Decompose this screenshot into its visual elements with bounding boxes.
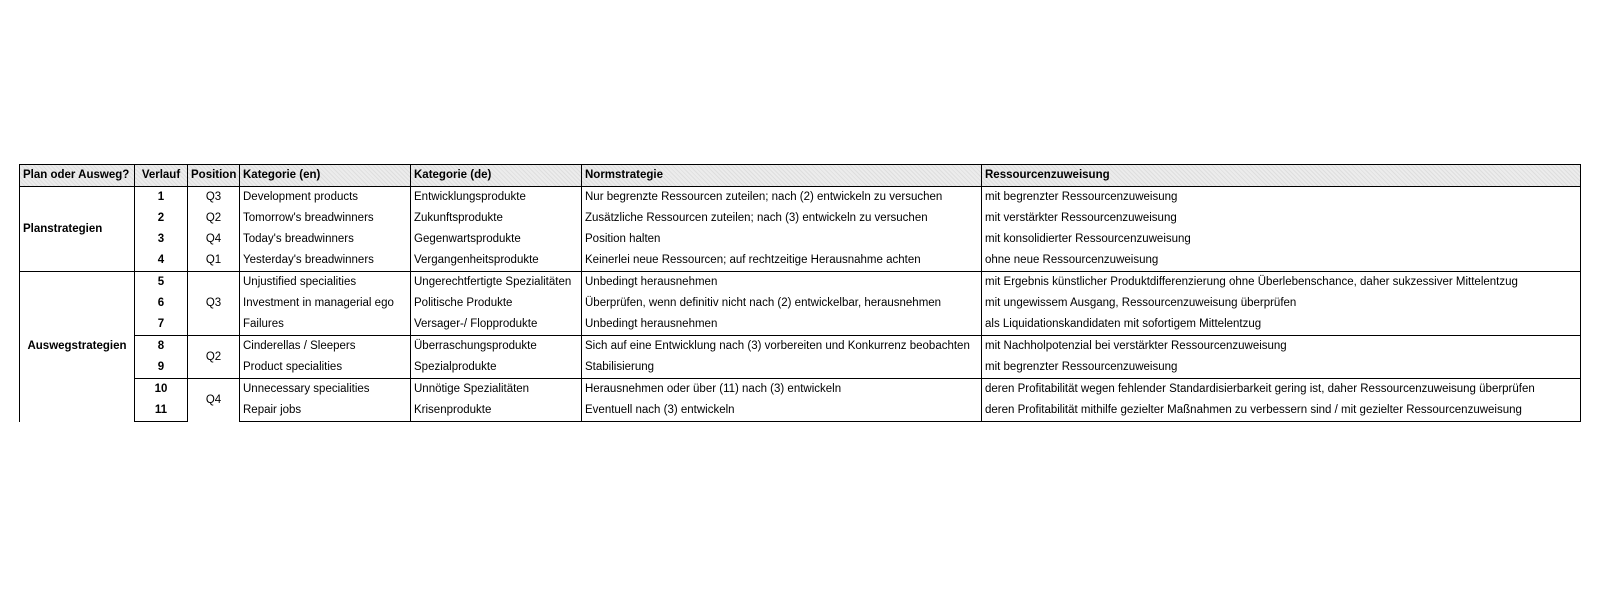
table-row	[20, 229, 1581, 250]
ressourcen-cell: deren Profitabilität wegen fehlender Standardisierbarkeit gering ist, daher Ressourcenzuweisung überprüfen	[982, 379, 1581, 401]
verlauf-cell: 3	[135, 229, 188, 250]
normstrategie-cell: Unbedingt herausnehmen	[582, 272, 982, 294]
table-row	[20, 336, 1581, 358]
strategy-table	[19, 164, 1581, 422]
header-verlauf: Verlauf	[135, 165, 188, 187]
table-row	[20, 208, 1581, 229]
kategorie-de-cell: Spezialprodukte	[411, 357, 582, 379]
kategorie-en-cell: Unjustified specialities	[240, 272, 411, 294]
kategorie-de-cell: Unnötige Spezialitäten	[411, 379, 582, 401]
table-row	[20, 314, 1581, 336]
position-cell: Q1	[188, 250, 240, 272]
group-planstrategien: Planstrategien	[20, 187, 135, 272]
header-row	[20, 165, 1581, 187]
table-row	[20, 379, 1581, 401]
ressourcen-cell: als Liquidationskandidaten mit sofortigem Mittelentzug	[982, 314, 1581, 336]
kategorie-de-cell: Zukunftsprodukte	[411, 208, 582, 229]
verlauf-cell: 6	[135, 293, 188, 314]
normstrategie-cell: Herausnehmen oder über (11) nach (3) entwickeln	[582, 379, 982, 401]
kategorie-en-cell: Repair jobs	[240, 400, 411, 422]
kategorie-en-cell: Failures	[240, 314, 411, 336]
normstrategie-cell: Eventuell nach (3) entwickeln	[582, 400, 982, 422]
normstrategie-cell: Position halten	[582, 229, 982, 250]
verlauf-cell: 10	[135, 379, 188, 401]
kategorie-en-cell: Tomorrow's breadwinners	[240, 208, 411, 229]
ressourcen-cell: deren Profitabilität mithilfe gezielter Maßnahmen zu verbessern sind / mit gezielter Ressourcenzuweisung	[982, 400, 1581, 422]
position-cell: Q3	[188, 272, 240, 336]
kategorie-de-cell: Vergangenheitsprodukte	[411, 250, 582, 272]
kategorie-de-cell: Krisenprodukte	[411, 400, 582, 422]
header-plan: Plan oder Ausweg?	[20, 165, 135, 187]
table-row	[20, 187, 1581, 209]
header-ressourcenzuweisung: Ressourcenzuweisung	[982, 165, 1581, 187]
kategorie-en-cell: Cinderellas / Sleepers	[240, 336, 411, 358]
kategorie-de-cell: Versager-/ Flopprodukte	[411, 314, 582, 336]
normstrategie-cell: Nur begrenzte Ressourcen zuteilen; nach (2) entwickeln zu versuchen	[582, 187, 982, 209]
normstrategie-cell: Zusätzliche Ressourcen zuteilen; nach (3) entwickeln zu versuchen	[582, 208, 982, 229]
header-position: Position	[188, 165, 240, 187]
normstrategie-cell: Unbedingt herausnehmen	[582, 314, 982, 336]
position-cell: Q2	[188, 336, 240, 379]
kategorie-en-cell: Yesterday's breadwinners	[240, 250, 411, 272]
ressourcen-cell: mit Ergebnis künstlicher Produktdifferenzierung ohne Überlebenschance, daher sukzessiver Mittelentzug	[982, 272, 1581, 294]
ressourcen-cell: mit begrenzter Ressourcenzuweisung	[982, 357, 1581, 379]
header-normstrategie: Normstrategie	[582, 165, 982, 187]
verlauf-cell: 9	[135, 357, 188, 379]
kategorie-de-cell: Überraschungsprodukte	[411, 336, 582, 358]
ressourcen-cell: mit ungewissem Ausgang, Ressourcenzuweisung überprüfen	[982, 293, 1581, 314]
table-row	[20, 357, 1581, 379]
header-kategorie-de: Kategorie (de)	[411, 165, 582, 187]
kategorie-en-cell: Unnecessary specialities	[240, 379, 411, 401]
position-cell: Q2	[188, 208, 240, 229]
normstrategie-cell: Stabilisierung	[582, 357, 982, 379]
normstrategie-cell: Keinerlei neue Ressourcen; auf rechtzeitige Herausnahme achten	[582, 250, 982, 272]
table-row	[20, 400, 1581, 422]
ressourcen-cell: ohne neue Ressourcenzuweisung	[982, 250, 1581, 272]
verlauf-cell: 4	[135, 250, 188, 272]
kategorie-de-cell: Ungerechtfertigte Spezialitäten	[411, 272, 582, 294]
ressourcen-cell: mit Nachholpotenzial bei verstärkter Ressourcenzuweisung	[982, 336, 1581, 358]
ressourcen-cell: mit begrenzter Ressourcenzuweisung	[982, 187, 1581, 209]
normstrategie-cell: Sich auf eine Entwicklung nach (3) vorbereiten und Konkurrenz beobachten	[582, 336, 982, 358]
ressourcen-cell: mit verstärkter Ressourcenzuweisung	[982, 208, 1581, 229]
verlauf-cell: 7	[135, 314, 188, 336]
table-row	[20, 293, 1581, 314]
kategorie-en-cell: Development products	[240, 187, 411, 209]
verlauf-cell: 11	[135, 400, 188, 422]
kategorie-en-cell: Investment in managerial ego	[240, 293, 411, 314]
kategorie-de-cell: Entwicklungsprodukte	[411, 187, 582, 209]
verlauf-cell: 2	[135, 208, 188, 229]
header-kategorie-en: Kategorie (en)	[240, 165, 411, 187]
position-cell: Q4	[188, 379, 240, 422]
position-cell: Q4	[188, 229, 240, 250]
verlauf-cell: 1	[135, 187, 188, 209]
group-auswegstrategien: Auswegstrategien	[20, 272, 135, 422]
kategorie-de-cell: Politische Produkte	[411, 293, 582, 314]
verlauf-cell: 8	[135, 336, 188, 358]
kategorie-en-cell: Today's breadwinners	[240, 229, 411, 250]
table-row	[20, 250, 1581, 272]
verlauf-cell: 5	[135, 272, 188, 294]
position-cell: Q3	[188, 187, 240, 209]
kategorie-de-cell: Gegenwartsprodukte	[411, 229, 582, 250]
kategorie-en-cell: Product specialities	[240, 357, 411, 379]
table-row	[20, 272, 1581, 294]
normstrategie-cell: Überprüfen, wenn definitiv nicht nach (2) entwickelbar, herausnehmen	[582, 293, 982, 314]
ressourcen-cell: mit konsolidierter Ressourcenzuweisung	[982, 229, 1581, 250]
